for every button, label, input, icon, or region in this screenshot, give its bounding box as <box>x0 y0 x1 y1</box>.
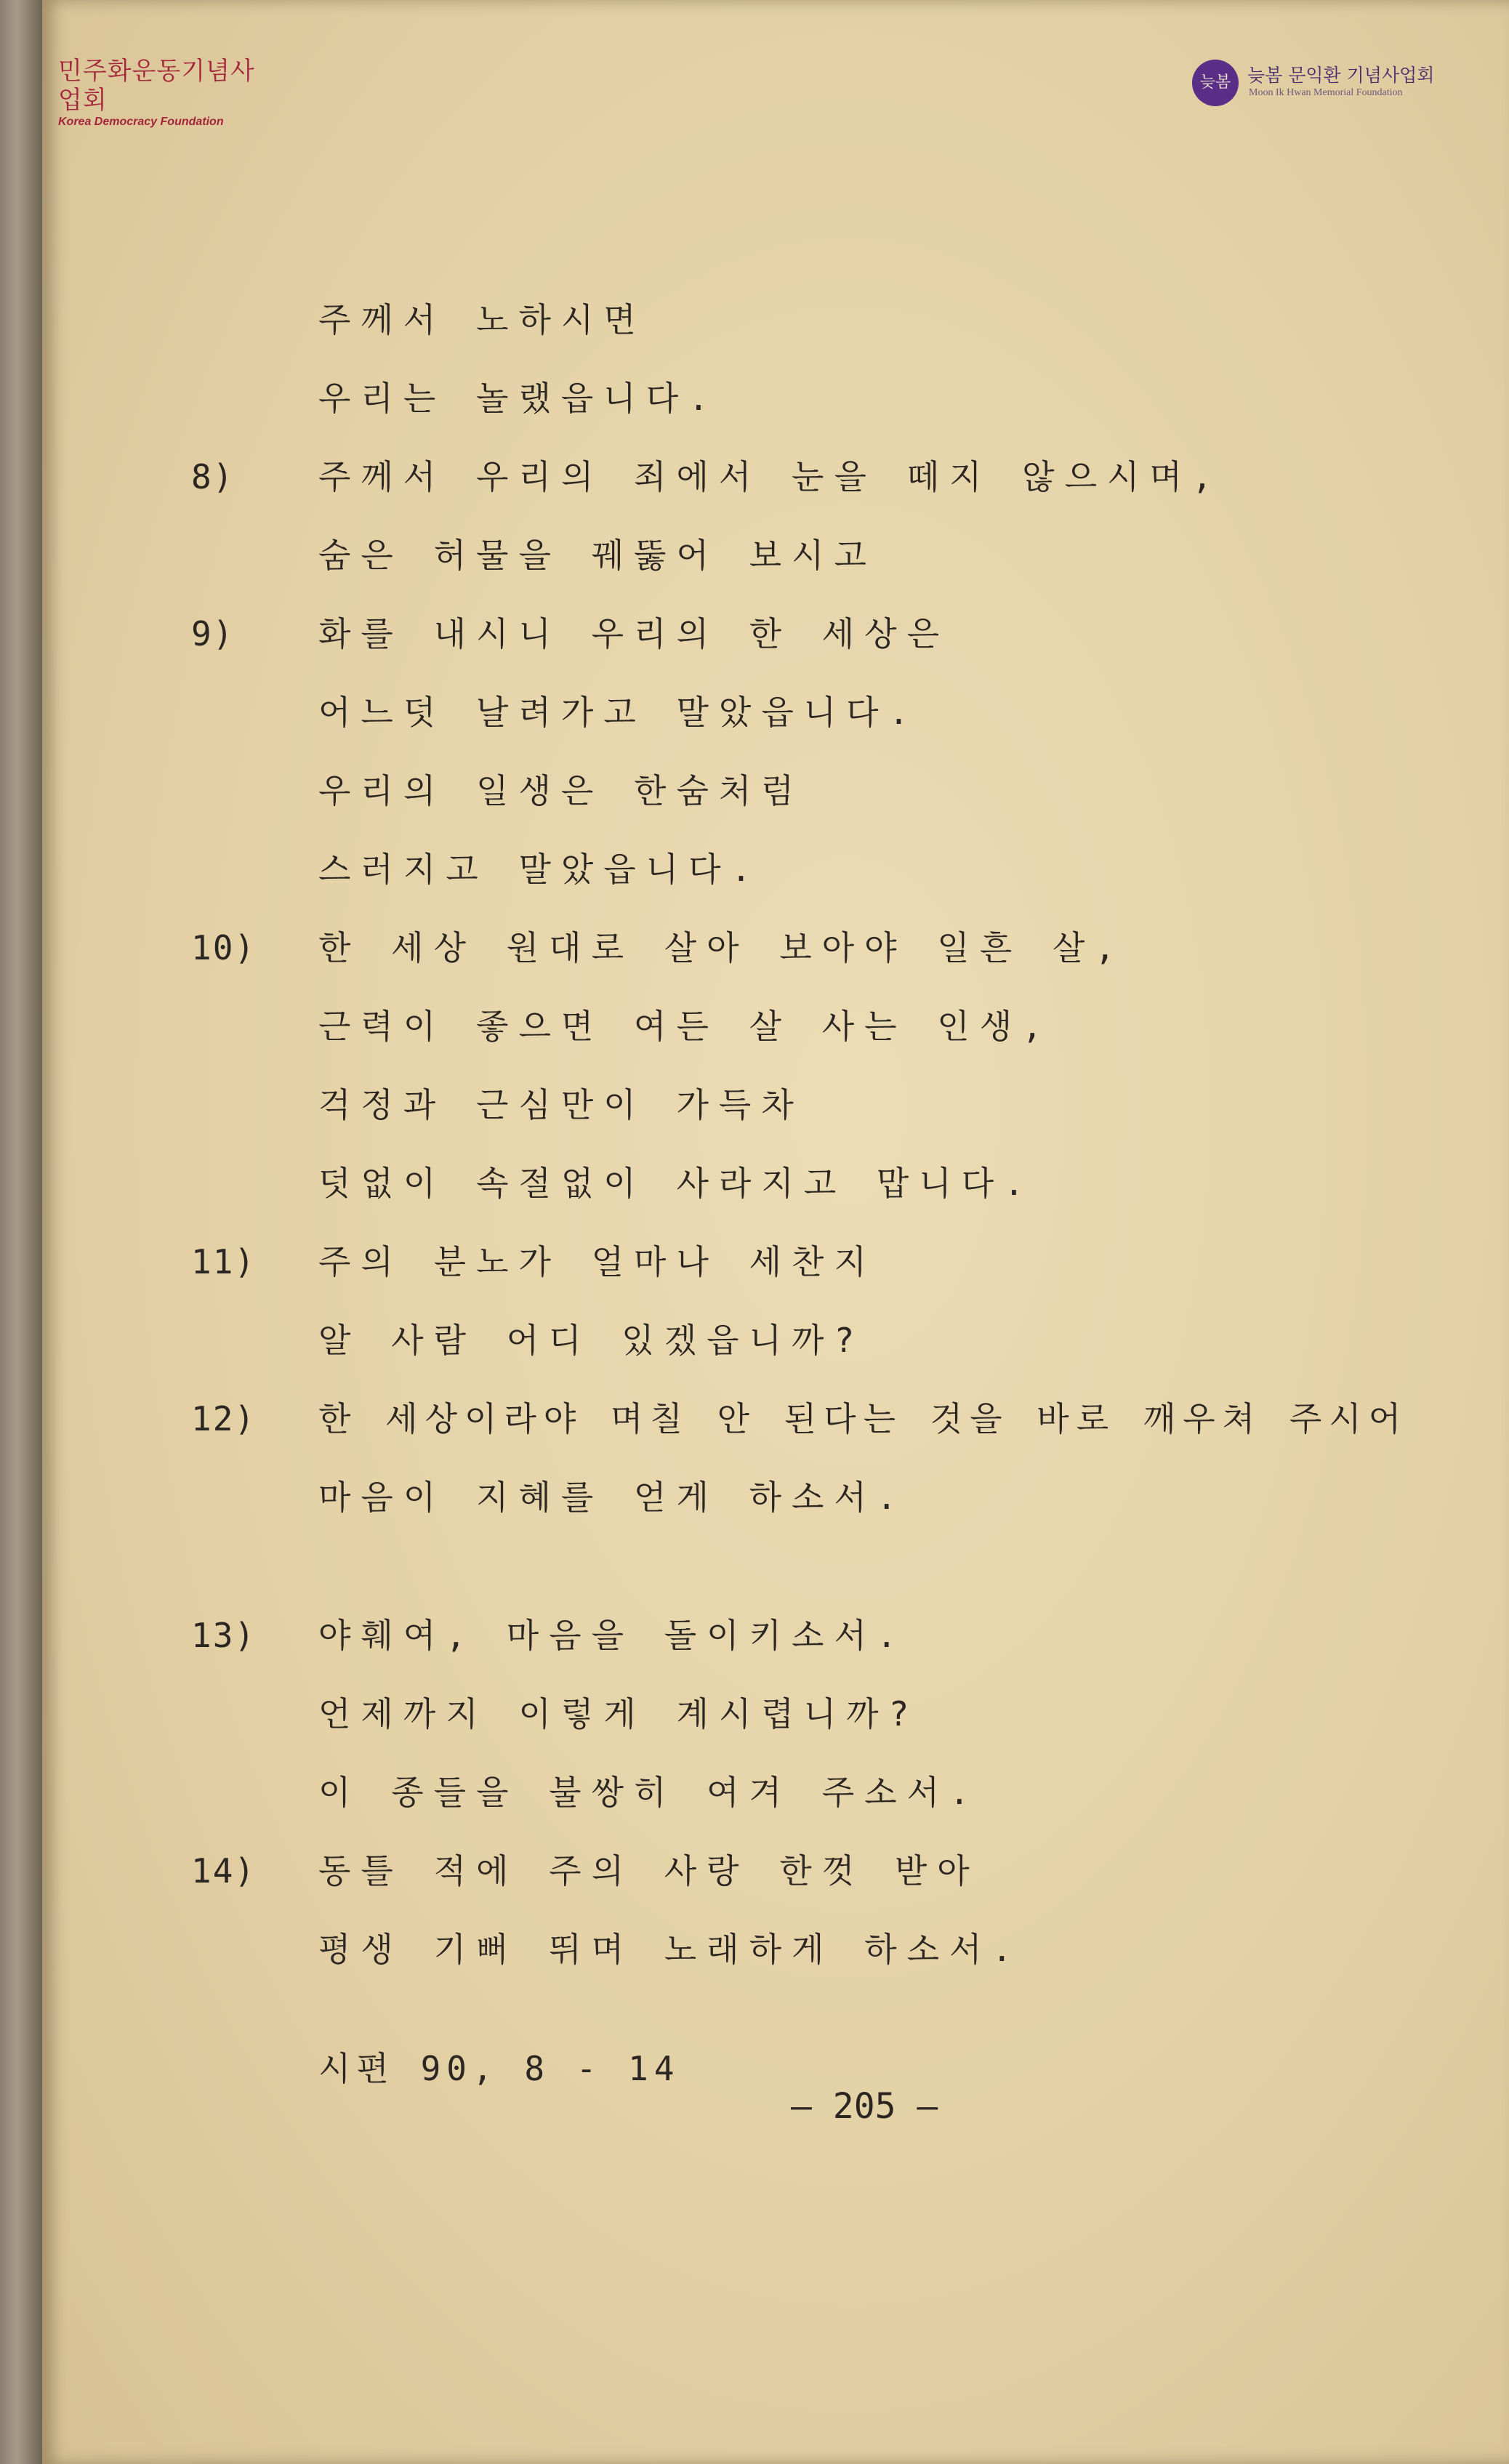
line-3: 주께서 우리의 죄에서 눈을 떼지 않으시며, <box>318 457 1223 496</box>
verse-number-11: 11) <box>191 1242 257 1281</box>
line-7: 우리의 일생은 한숨처럼 <box>318 771 804 810</box>
line-6: 어느덧 날려가고 말았읍니다. <box>318 693 920 732</box>
verse-number-10: 10) <box>191 928 257 967</box>
verse-number-8: 8) <box>191 457 235 496</box>
line-12: 덧없이 속절없이 사라지고 맙니다. <box>318 1164 1034 1203</box>
line-13: 주의 분노가 얼마나 세찬지 <box>318 1242 877 1281</box>
line-15: 한 세상이라야 며칠 안 된다는 것을 바로 깨우쳐 주시어 <box>318 1399 1409 1438</box>
line-5: 화를 내시니 우리의 한 세상은 <box>318 614 950 653</box>
right-org-english: Moon Ik Hwan Memorial Foundation <box>1249 87 1403 98</box>
book-spine <box>0 0 42 2464</box>
verse-number-9: 9) <box>191 614 235 653</box>
verse-number-13: 13) <box>191 1616 257 1655</box>
line-18: 언제까지 이렇게 계시렵니까? <box>318 1694 920 1734</box>
line-21: 평생 기뻐 뛰며 노래하게 하소서. <box>318 1930 1023 1969</box>
line-8: 스러지고 말았읍니다. <box>318 850 762 889</box>
line-16: 마음이 지혜를 얻게 하소서. <box>318 1478 907 1517</box>
line-19: 이 종들을 불쌍히 여겨 주소서. <box>318 1773 980 1812</box>
line-20: 동틀 적에 주의 사랑 한껏 받아 <box>318 1851 980 1891</box>
verse-number-14: 14) <box>191 1851 257 1891</box>
body-text <box>42 0 1509 2464</box>
line-9: 한 세상 원대로 살아 보아야 일흔 살, <box>318 928 1125 967</box>
document-page <box>42 0 1509 2464</box>
line-10: 근력이 좋으면 여든 살 사는 인생, <box>318 1007 1053 1046</box>
line-1: 주께서 노하시면 <box>318 300 646 339</box>
right-org-korean: 늦봄 문익환 기념사업회 <box>1247 65 1435 86</box>
neutbom-logo-icon: 늦봄 <box>1192 60 1239 106</box>
left-org-korean: 민주화운동기념사업회 <box>58 57 255 115</box>
line-17: 야훼여, 마음을 돌이키소서. <box>318 1616 907 1655</box>
line-4: 숨은 허물을 꿰뚫어 보시고 <box>318 536 877 575</box>
verse-number-12: 12) <box>191 1399 257 1438</box>
line-14: 알 사람 어디 있겠읍니까? <box>318 1321 865 1360</box>
line-11: 걱정과 근심만이 가득차 <box>318 1085 804 1124</box>
scripture-reference: 시편 90, 8 - 14 <box>318 2049 680 2088</box>
page-number: — 205 — <box>791 2086 938 2127</box>
left-org-english: Korea Democracy Foundation <box>58 116 224 128</box>
line-2: 우리는 놀랬읍니다. <box>318 379 719 418</box>
